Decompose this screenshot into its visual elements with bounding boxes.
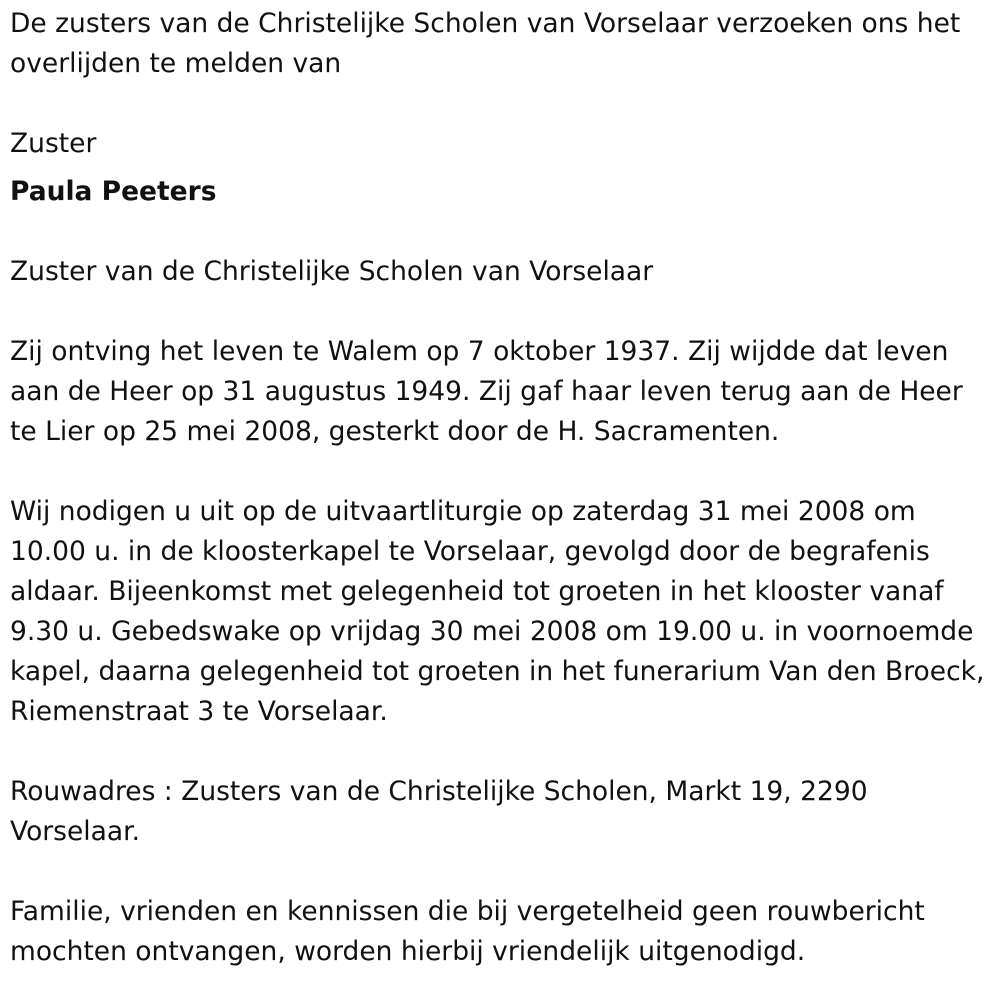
spacer	[10, 84, 995, 124]
intro-text: De zusters van de Christelijke Scholen van Vorselaar verzoeken ons het overlijden te melden van	[10, 8, 961, 79]
closing-text: Familie, vrienden en kennissen die bij vergetelheid geen rouwbericht mochten ontvangen, worden hierbij vriendelijk uitgenodigd.	[10, 896, 925, 967]
obituary-notice	[10, 4, 995, 972]
spacer	[10, 212, 995, 252]
salutation: Zuster	[10, 128, 97, 159]
life-text: Zij ontving het leven te Walem op 7 oktober 1937. Zij wijdde dat leven aan de Heer op 31 augustus 1949. Zij gaf haar leven terug aan de Heer te Lier op 25 mei 2008, gesterkt door de H. Sacramenten.	[10, 336, 963, 447]
spacer	[10, 732, 995, 772]
deceased-name: Paula Peeters	[10, 176, 217, 207]
spacer	[10, 452, 995, 492]
role-text: Zuster van de Christelijke Scholen van Vorselaar	[10, 256, 654, 287]
address-text: Rouwadres : Zusters van de Christelijke Scholen, Markt 19, 2290 Vorselaar.	[10, 776, 868, 847]
spacer	[10, 852, 995, 892]
spacer	[10, 292, 995, 332]
funeral-text: Wij nodigen u uit op de uitvaartliturgie op zaterdag 31 mei 2008 om 10.00 u. in de kloosterkapel te Vorselaar, gevolgd door de begrafenis aldaar. Bijeenkomst met gelegenheid tot groeten in het klooster vanaf 9.30 u. Gebedswake op vrijdag 30 mei 2008 om 19.00 u. in voornoemde kapel, daarna gelegenheid tot groeten in het funerarium Van den Broeck, Riemenstraat 3 te Vorselaar.	[10, 496, 985, 727]
